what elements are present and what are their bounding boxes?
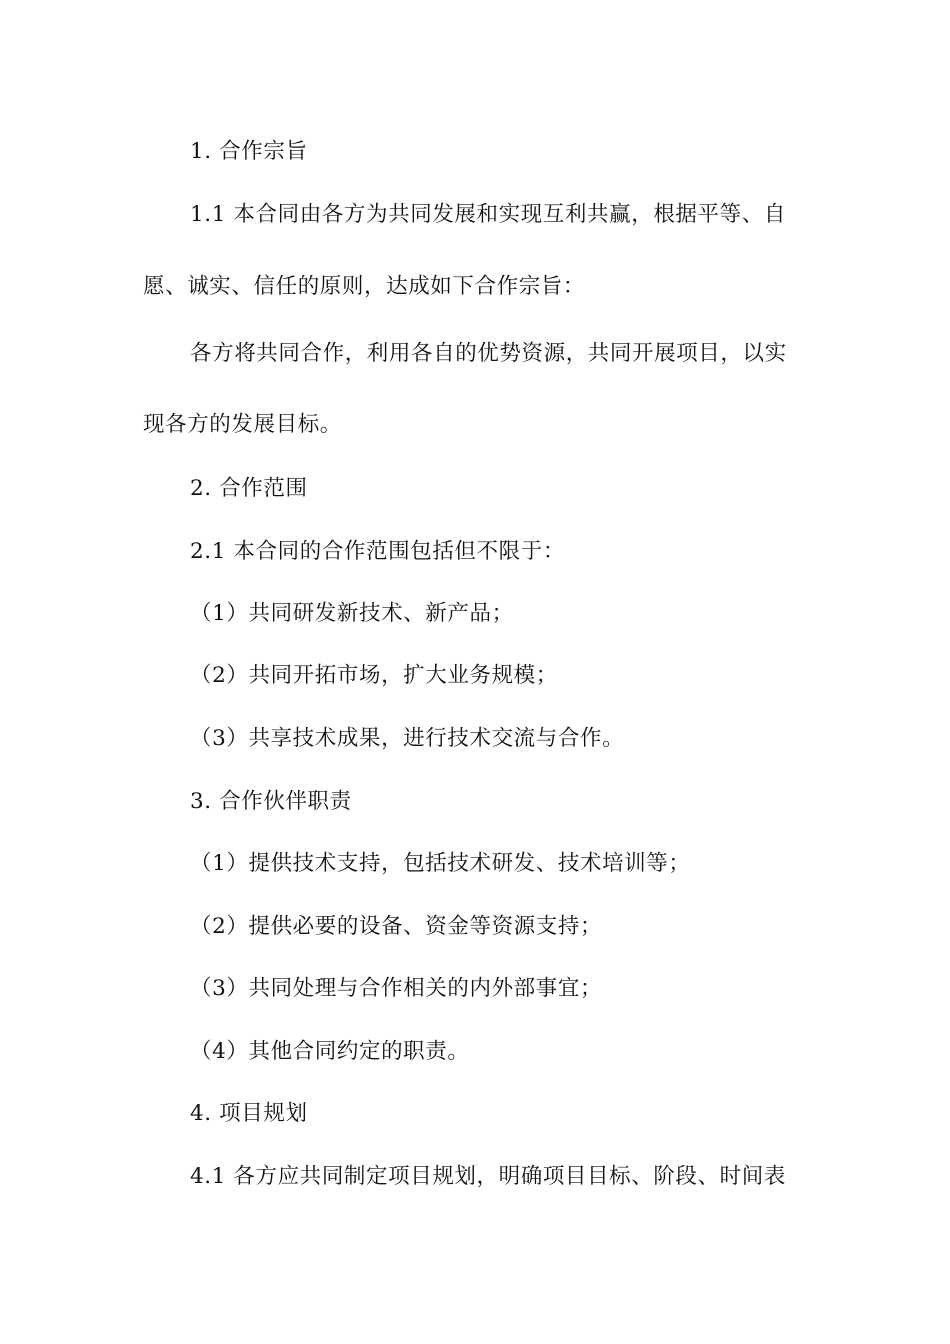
heading-cooperation-scope: 2. 合作范围: [190, 476, 308, 501]
duty-item-3: （3）共同处理与合作相关的内外部事宜；: [190, 976, 603, 1001]
purpose-paragraph-line-2: 现各方的发展目标。: [143, 412, 342, 437]
heading-partner-duties: 3. 合作伙伴职责: [190, 789, 352, 814]
scope-item-3: （3）共享技术成果，进行技术交流与合作。: [190, 726, 625, 751]
clause-4-1: 4.1 各方应共同制定项目规划，明确项目目标、阶段、时间表: [190, 1164, 786, 1189]
clause-2-1: 2.1 本合同的合作范围包括但不限于：: [190, 539, 565, 564]
duty-item-4: （4）其他合同约定的职责。: [190, 1039, 470, 1064]
scope-item-1: （1）共同研发新技术、新产品；: [190, 601, 514, 626]
heading-cooperation-purpose: 1. 合作宗旨: [190, 139, 308, 164]
heading-project-planning: 4. 项目规划: [190, 1101, 308, 1126]
duty-item-1: （1）提供技术支持，包括技术研发、技术培训等；: [190, 851, 691, 876]
purpose-paragraph-line-1: 各方将共同合作，利用各自的优势资源，共同开展项目，以实: [190, 341, 787, 366]
clause-1-1-line-2: 愿、诚实、信任的原则，达成如下合作宗旨：: [143, 274, 586, 299]
duty-item-2: （2）提供必要的设备、资金等资源支持；: [190, 914, 603, 939]
scope-item-2: （2）共同开拓市场，扩大业务规模；: [190, 663, 558, 688]
clause-1-1-line-1: 1.1 本合同由各方为共同发展和实现互利共赢，根据平等、自: [190, 202, 786, 227]
